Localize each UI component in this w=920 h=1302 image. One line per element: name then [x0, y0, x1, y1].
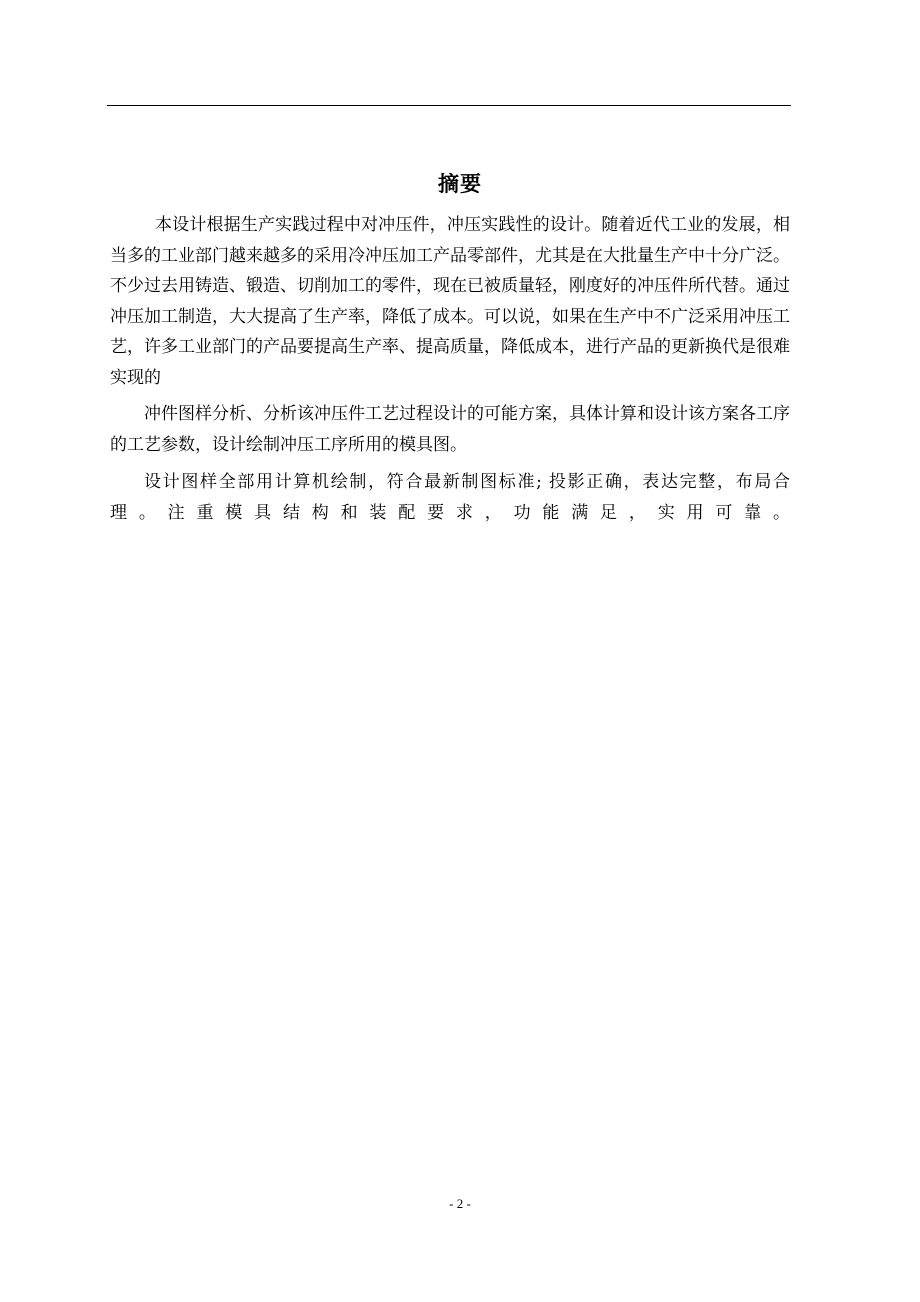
page-number: - 2 - — [449, 1196, 471, 1211]
paragraph-analysis: 冲件图样分析、分析该冲压件工艺过程设计的可能方案，具体计算和设计该方案各工序的工艺参数，设计绘制冲压工序所用的模具图。 — [110, 404, 790, 455]
abstract-body — [110, 210, 790, 528]
paragraph-drawing-line2: 理。注重模具结构和装配要求，功能满足，实用可靠。 — [110, 502, 790, 523]
paragraph-drawing-line1: 设计图样全部用计算机绘制，符合最新制图标准; 投影正确，表达完整，布局合 — [144, 472, 790, 492]
abstract-title: 摘要 — [438, 172, 482, 196]
paragraph-intro: 本设计根据生产实践过程中对冲压件，冲压实践性的设计。随着近代工业的发展，相当多的工业部门越来越多的采用冷冲压加工产品零部件，尤其是在大批量生产中十分广泛。不少过去用铸造、锻造、切削加工的零件，现在已被质量轻，刚度好的冲压件所代替。通过冲压加工制造，大大提高了生产率，降低了成本。可以说，如果在生产中不广泛采用冲压工艺，许多工业部门的产品要提高生产率、提高质量，降低成本，进行产品的更新换代是很难实现的 — [110, 215, 790, 388]
header-rule — [107, 105, 791, 106]
